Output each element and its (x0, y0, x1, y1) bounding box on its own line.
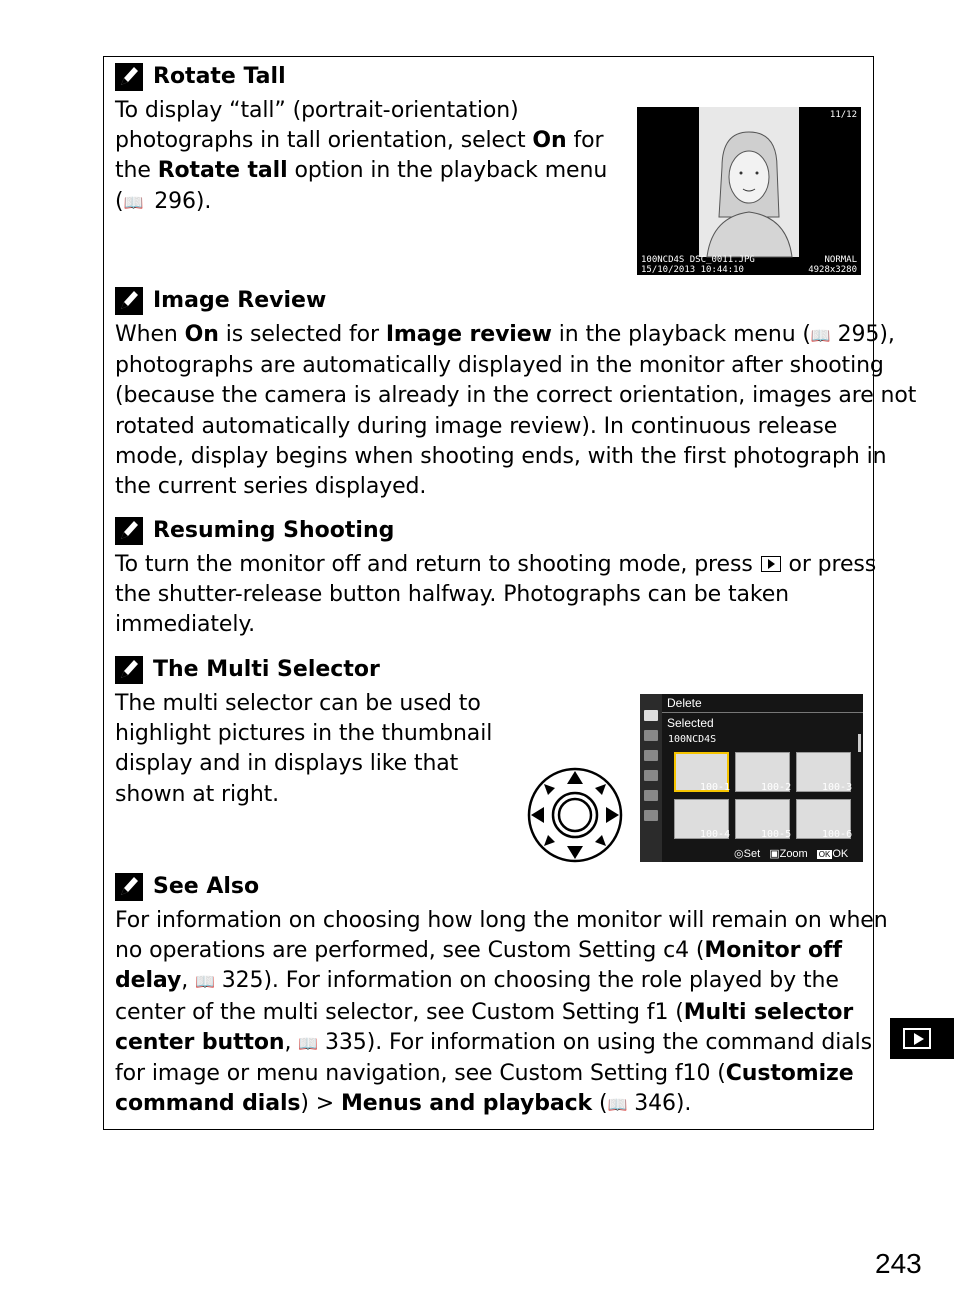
date-time: 15/10/2013 10:44:10 (641, 265, 744, 275)
text-line: center of the multi selector, see Custom Setting f1 (Multi selector (115, 999, 854, 1025)
camera-delete-menu-screen (640, 694, 863, 862)
menu-title: Delete (667, 696, 702, 710)
thumbnail-label: 100-3 (822, 782, 853, 793)
text-line: center button, 📖 335). For information on using the command dials (115, 1029, 872, 1055)
chapter-tab (890, 1018, 954, 1059)
menu-sidebar (640, 694, 662, 862)
recent-menu-icon (644, 810, 658, 821)
text-line: command dials) > Menus and playback (📖 346). (115, 1091, 692, 1117)
text-line: rotated automatically during image review). In continuous release (115, 413, 838, 439)
book-reference-icon: 📖 (298, 1033, 319, 1053)
text-line: For information on choosing how long the monitor will remain on when (115, 908, 888, 933)
see-also-text (115, 906, 888, 1120)
playback-button-icon (761, 556, 781, 572)
text-line: The multi selector can be used to (115, 691, 481, 716)
pencil-note-icon (115, 287, 143, 315)
camera-playback-screen (637, 107, 861, 275)
heading-resuming-shooting: Resuming Shooting (115, 517, 394, 545)
text-line: When On is selected for Image review in the playback menu (📖 295), (115, 322, 895, 347)
rotate-tall-text (115, 96, 607, 218)
image-quality: NORMAL (824, 255, 857, 265)
text-line: display and in displays like that (115, 751, 459, 777)
book-reference-icon: 📖 (607, 1095, 628, 1115)
wrench-menu-icon (644, 770, 658, 781)
book-reference-icon: 📖 (810, 326, 831, 345)
book-reference-icon: 📖 (123, 192, 144, 212)
thumbnail-label: 100-1 (700, 782, 731, 793)
thumbnail-label: 100-5 (761, 829, 792, 840)
text-line: photographs in tall orientation, select On for (115, 128, 604, 154)
text-line: mode, display begins when shooting ends, with the first photograph in (115, 443, 887, 469)
text-line: highlight pictures in the thumbnail (115, 721, 493, 747)
frame-counter: 11/12 (829, 110, 857, 120)
multi-selector-icon: ◎ (734, 848, 744, 860)
zoom-icon: ▣ (769, 848, 780, 860)
text-line: (because the camera is already in the correct orientation, images are not (115, 383, 917, 409)
ok-button-icon: OK (818, 850, 831, 859)
text-line: the current series displayed. (115, 474, 427, 500)
pencil-note-icon (115, 63, 143, 91)
retouch-menu-icon (644, 790, 658, 801)
text-line: the Rotate tall option in the playback menu (115, 158, 608, 184)
multi-selector-text (115, 689, 492, 810)
text-line: for image or menu navigation, see Custom Setting f10 (Customize (115, 1061, 854, 1087)
pencil-note-icon (115, 517, 143, 545)
thumbnail-label: 100-4 (700, 829, 731, 840)
folder-name: 100NCD4S (668, 734, 717, 745)
file-name: 100NCD4S DSC_0011.JPG (641, 255, 755, 265)
text-line: (📖 296). (115, 188, 212, 214)
text-line: shown at right. (115, 781, 280, 807)
playback-menu-icon (644, 710, 658, 721)
heading-rotate-tall: Rotate Tall (115, 63, 286, 91)
text-line: delay, 📖 325). For information on choosing the role played by the (115, 968, 839, 994)
menu-subtitle: Selected (667, 716, 714, 730)
page-number: 243 (875, 1248, 922, 1279)
heading-see-also: See Also (115, 873, 259, 901)
thumbnail-label: 100-6 (822, 829, 853, 840)
image-size: 4928x3280 (808, 265, 857, 275)
thumbnail-label: 100-2 (761, 782, 792, 793)
text-line: the shutter-release button halfway. Photographs can be taken (115, 582, 789, 608)
portrait-photo (637, 107, 861, 275)
text-line: To turn the monitor off and return to shooting mode, press or press (115, 552, 877, 577)
heading-multi-selector: The Multi Selector (115, 656, 380, 684)
multi-selector-dial-icon (526, 766, 624, 864)
book-reference-icon: 📖 (195, 972, 215, 992)
pencil-menu-icon (644, 750, 658, 761)
image-review-text (115, 320, 916, 502)
text-line: photographs are automatically displayed in the monitor after shooting (115, 353, 884, 379)
heading-image-review: Image Review (115, 287, 326, 315)
playback-icon (903, 1028, 931, 1049)
text-line: no operations are performed, see Custom Setting c4 (Monitor off (115, 938, 842, 964)
pencil-note-icon (115, 656, 143, 684)
shooting-menu-icon (644, 730, 658, 741)
resuming-shooting-text (115, 550, 876, 641)
text-line: To display “tall” (portrait-orientation) (115, 98, 519, 123)
menu-footer: ◎Set ▣Zoom OK OK (734, 848, 849, 860)
pencil-note-icon (115, 873, 143, 901)
text-line: immediately. (115, 612, 256, 638)
